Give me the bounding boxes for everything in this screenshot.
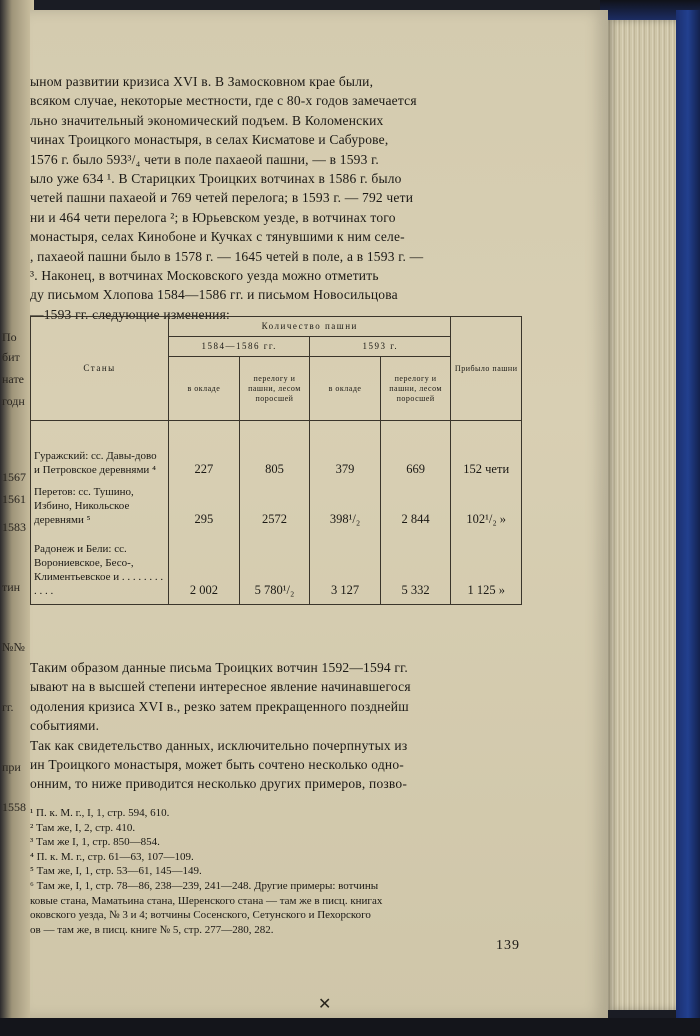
footnotes [30, 806, 595, 937]
text-line: —1593 гг. следующие изменения: [30, 306, 230, 322]
footnote: ковые стана, Маматьина стана, Шеренского стана — там же в писц. книгах [30, 894, 383, 907]
background-bottom [0, 1018, 700, 1036]
page-number: 139 [496, 938, 520, 953]
cell: 2572 [239, 483, 310, 533]
cell: 3 127 [310, 533, 381, 605]
text-line: , пахаеой пашни было в 1578 г. — 1645 четей в поле, а в 1593 г. — [30, 248, 424, 264]
left-fragment: гг. [2, 700, 14, 714]
left-fragment: бит [2, 350, 20, 364]
body-text-top [30, 72, 600, 324]
footnote: оковского уезда, № 3 и 4; вотчины Сосенского, Сетунского и Пехорского [30, 909, 371, 922]
footnote: ⁴ П. к. М. г., стр. 61—63, 107—109. [30, 850, 194, 863]
cell: 102¹/₂ » [451, 483, 522, 533]
text-line: 1576 г. было 593³/₄ чети в поле пахаеой пашни, — в 1593 г. [30, 151, 379, 167]
text-line: чинах Троицкого монастыря, в селах Кисматове и Сабурове, [30, 132, 389, 148]
left-page-edge [0, 0, 34, 1036]
text-line: всяком случае, некоторые местности, где с 80-х годов замечается [30, 93, 417, 109]
row-stan: Радонеж и Бели: сс. Ворониевское, Бесо-, Климентьевское и . . . . . . . . . . . . [31, 533, 169, 605]
left-fragment: №№ [2, 640, 25, 654]
table-group-header: Количество пашни [169, 317, 451, 337]
text-line: одоления кризиса XVI в., резко затем прекращенного позднейш [30, 698, 409, 714]
row-stan: Гуражский: сс. Давы-дово и Петровское деревнями ⁴ [31, 421, 169, 483]
text-line: четей пашни пахаеой и 769 четей перелога; в 1593 г. — 792 чети [30, 190, 414, 206]
cell: 1 125 » [451, 533, 522, 605]
cell: 379 [310, 421, 381, 483]
text-line: онним, то ниже приводится несколько других примеров, позво- [30, 776, 408, 792]
text-line: событиями. [30, 718, 100, 734]
left-fragment: годн [2, 394, 25, 408]
table-row [31, 533, 522, 605]
col-in-field-2: в окладе [310, 357, 381, 421]
cell: 2 844 [380, 483, 451, 533]
cell: 152 чети [451, 421, 522, 483]
left-fragment: 1561 [2, 492, 26, 506]
cell: 398¹/₂ [310, 483, 381, 533]
footnote: ³ Там же I, 1, стр. 850—854. [30, 836, 160, 849]
period-1-header: 1584—1586 гг. [169, 337, 310, 357]
footnote: ⁶ Там же, I, 1, стр. 78—86, 238—239, 241—248. Другие примеры: вотчины [30, 879, 379, 892]
cell: 295 [169, 483, 240, 533]
text-line: ин Троицкого монастыря, может быть сочтено несколько одно- [30, 757, 404, 773]
cell: 2 002 [169, 533, 240, 605]
text-line: монастыря, селах Кинобоне и Кучках с тянувшими к ним селе- [30, 229, 405, 245]
col-stan-header: Станы [31, 317, 169, 421]
left-fragment: 1558 [2, 800, 26, 814]
left-fragment: при [2, 760, 21, 774]
cell: 5 780¹/₂ [239, 533, 310, 605]
text-line: ду письмом Хлопова 1584—1586 гг. и письмом Новосильцова [30, 287, 398, 303]
text-line: ³. Наконец, в вотчинах Московского уезда можно отметить [30, 268, 379, 284]
footnote: ² Там же, I, 2, стр. 410. [30, 821, 136, 834]
printer-ornament-icon: ✕ [318, 996, 332, 1013]
left-fragment: тин [2, 580, 21, 594]
col-increase-header: Прибыло пашни [451, 317, 522, 421]
table-row [31, 483, 522, 533]
footnote: ⁵ Там же, I, 1, стр. 53—61, 145—149. [30, 865, 202, 878]
book-page [30, 10, 608, 1018]
text-line: льно значительный экономический подъем. В Коломенских [30, 112, 384, 128]
plowland-table [30, 316, 522, 605]
col-perelog-2: перелогу и пашни, лесом поросшей [380, 357, 451, 421]
footnote: ов — там же, в писц. книге № 5, стр. 277—280, 282. [30, 923, 274, 936]
text-line: ыном развитии кризиса XVI в. В Замосковном крае были, [30, 74, 374, 89]
text-line: ни и 464 чети перелога ²; в Юрьевском уезде, в вотчинах того [30, 209, 396, 225]
left-fragment: нате [2, 372, 25, 386]
text-line: Так как свидетельство данных, исключительно почерпнутых из [30, 737, 408, 753]
text-line: ывают на в высшей степени интересное явление начинавшегося [30, 679, 411, 695]
table-row [31, 421, 522, 483]
cell: 669 [380, 421, 451, 483]
left-fragment: 1583 [2, 520, 26, 534]
cell: 227 [169, 421, 240, 483]
text-line: Таким образом данные письма Троицких вотчин 1592—1594 гг. [30, 660, 408, 675]
page-edges [606, 20, 678, 1010]
body-text-bottom [30, 658, 600, 794]
footnote: ¹ П. к. М. г., I, 1, стр. 594, 610. [30, 807, 170, 819]
col-perelog-1: перелогу и пашни, лесом поросшей [239, 357, 310, 421]
col-in-field-1: в окладе [169, 357, 240, 421]
left-fragment: 1567 [2, 470, 26, 484]
cell: 805 [239, 421, 310, 483]
text-line: ыло уже 634 ¹. В Старицких Троицких вотчинах в 1586 г. было [30, 171, 402, 187]
period-2-header: 1593 г. [310, 337, 451, 357]
left-fragment: По [2, 330, 17, 344]
row-stan: Перетов: сс. Тушино, Избино, Никольское деревнями ⁵ [31, 483, 169, 533]
book-cover-right [676, 10, 700, 1020]
cell: 5 332 [380, 533, 451, 605]
